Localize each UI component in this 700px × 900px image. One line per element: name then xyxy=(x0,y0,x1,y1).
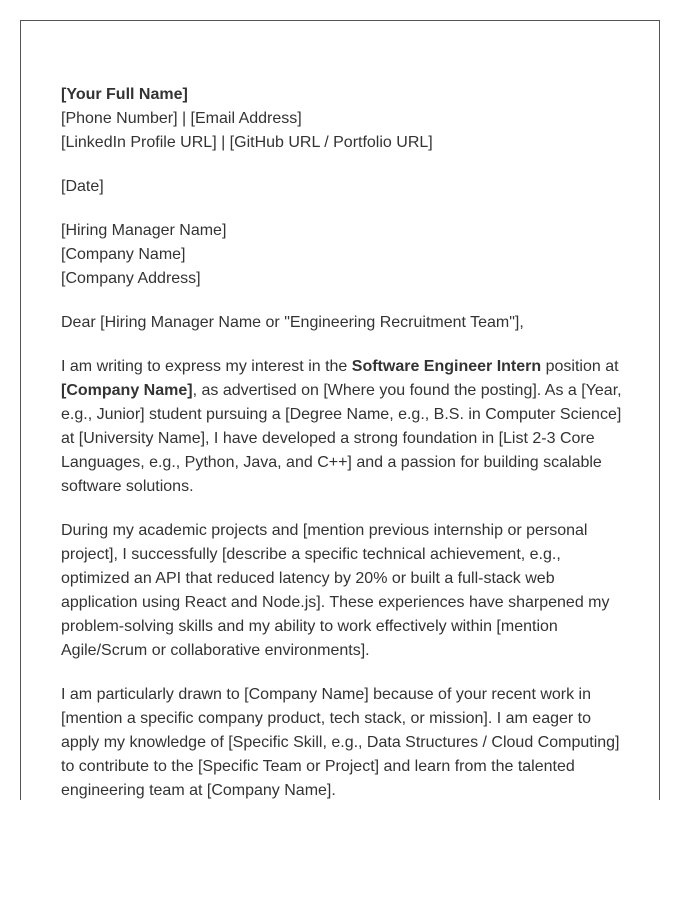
letter-page xyxy=(20,20,660,800)
body-paragraph-3: I am particularly drawn to [Company Name] because of your recent work in [mention a specific company product, tech stack, or mission]. I am eager to apply my knowledge of [Specific Skill, e.g., Data Structures / Cloud Computing] to contribute to the [Specific Team or Project] and learn from the talented engineering team at [Company Name]. xyxy=(61,686,620,799)
salutation: Dear [Hiring Manager Name or "Engineering Recruitment Team"], xyxy=(61,314,524,331)
body-paragraph-1 xyxy=(61,355,626,499)
letter-date-block xyxy=(61,175,626,199)
body-paragraph-2: During my academic projects and [mention previous internship or personal project], I successfully [describe a specific technical achievement, e.g., optimized an API that reduced latency by 20% or built a full-stack web application using React and Node.js]. These experiences have sharpened my problem-solving skills and my ability to work effectively within [mention Agile/Scrum or collaborative environments]. xyxy=(61,522,610,659)
recipient-block xyxy=(61,219,626,291)
paragraph-1-intro: I am writing to express my interest in the xyxy=(61,358,352,375)
sender-contact: [Phone Number] | [Email Address] xyxy=(61,110,302,127)
paragraph-1-rest: , as advertised on [Where you found the posting]. As a [Year, e.g., Junior] student pursuing a [Degree Name, e.g., B.S. in Computer Science] at [University Name], I have developed a strong foundation in [List 2-3 Core Languages, e.g., Python, Java, and C++] and a passion for building scalable software solutions. xyxy=(61,382,622,495)
letter-date: [Date] xyxy=(61,178,104,195)
recipient-company: [Company Name] xyxy=(61,246,186,263)
sender-links: [LinkedIn Profile URL] | [GitHub URL / Portfolio URL] xyxy=(61,134,433,151)
position-title: Software Engineer Intern xyxy=(351,358,542,375)
sender-name: [Your Full Name] xyxy=(61,86,188,103)
paragraph-1-connector: position at xyxy=(541,358,619,375)
letter-content xyxy=(61,83,626,800)
recipient-address: [Company Address] xyxy=(61,270,201,287)
company-name-bold: [Company Name] xyxy=(61,382,193,399)
sender-header xyxy=(61,83,626,155)
salutation-block xyxy=(61,311,626,335)
recipient-manager: [Hiring Manager Name] xyxy=(61,222,227,239)
